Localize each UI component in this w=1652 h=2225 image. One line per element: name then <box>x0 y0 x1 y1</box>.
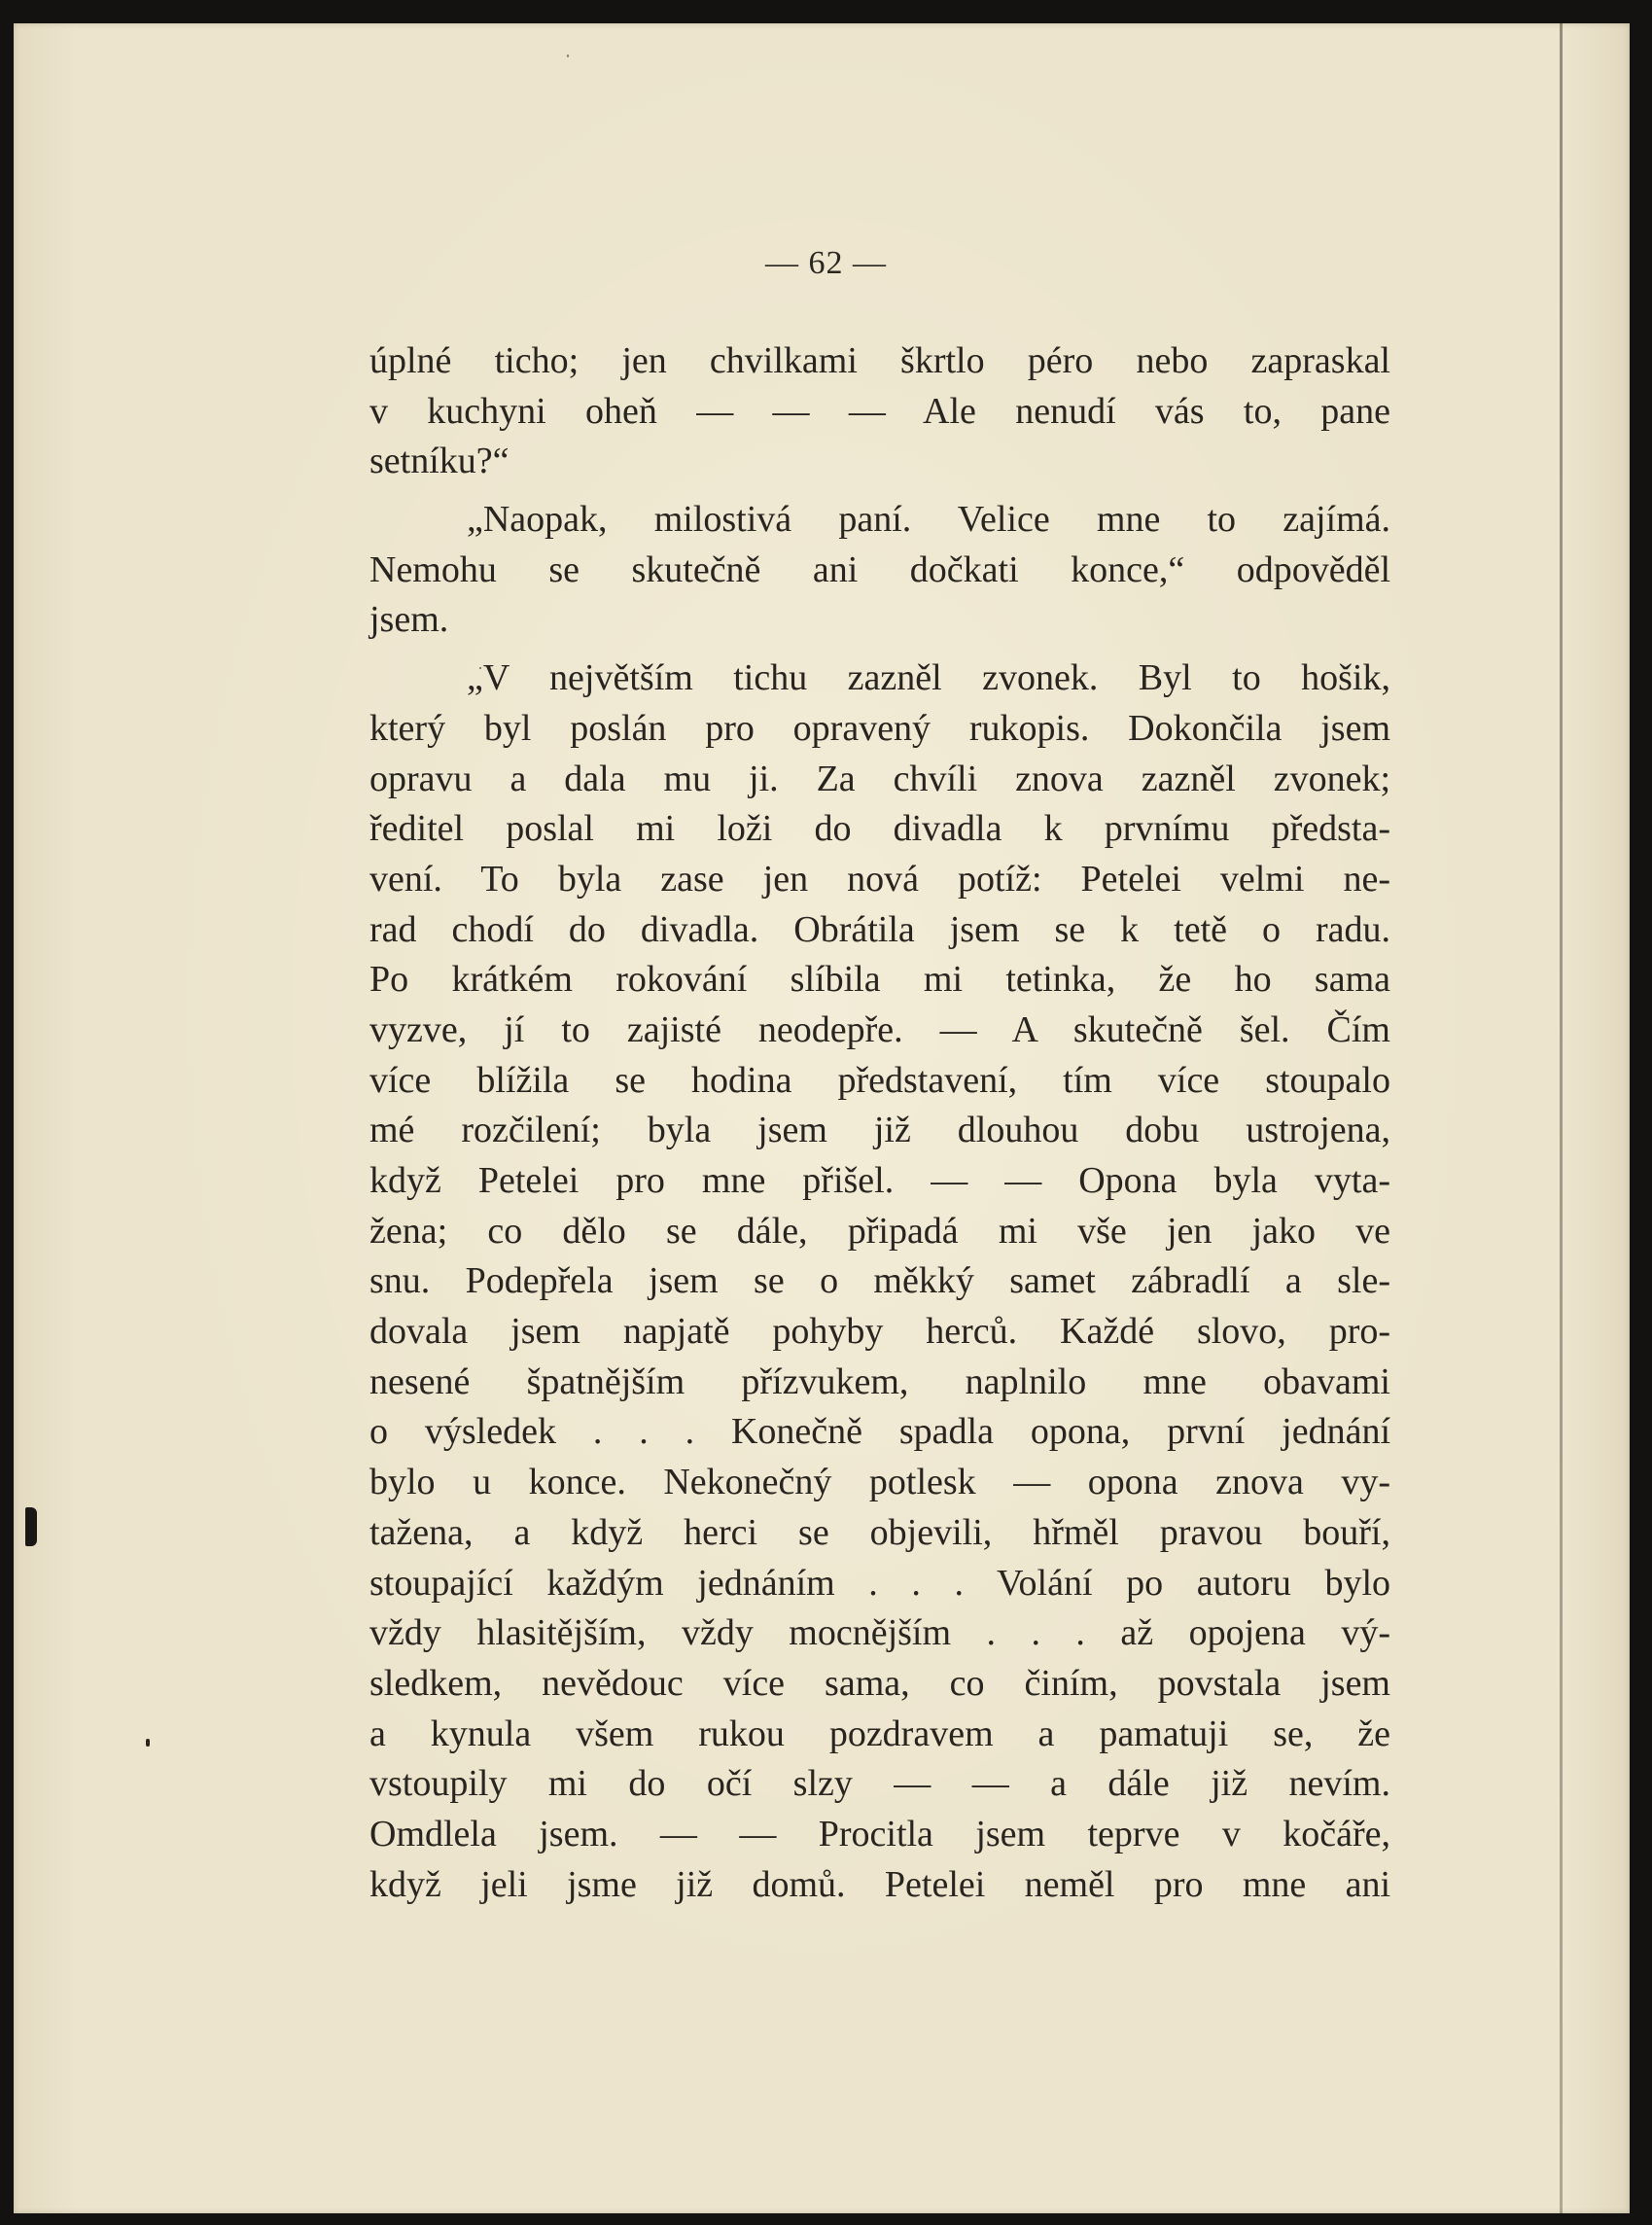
text-line: „Naopak, milostivá paní. Velice mne to zajímá. <box>467 499 1390 541</box>
text-line: rad chodí do divadla. Obrátila jsem se k tetě o radu. <box>369 908 1390 950</box>
text-line: vyzve, jí to zajisté neodepře. — A skutečně šel. Čím <box>369 1008 1390 1050</box>
text-line: Po krátkém rokování slíbila mi tetinka, že ho sama <box>369 959 1390 1001</box>
text-line: žena; co dělo se dále, připadá mi vše jen jako ve <box>369 1210 1390 1252</box>
text-line: „V největším tichu zazněl zvonek. Byl to hošik, <box>467 657 1390 699</box>
text-line: tažena, a když herci se objevili, hřměl pravou bouří, <box>369 1511 1390 1553</box>
body-text <box>369 336 1390 1918</box>
scan-speck <box>146 1739 150 1747</box>
text-line: opravu a dala mu ji. Za chvíli znova zazněl zvonek; <box>369 758 1390 799</box>
text-line: vení. To byla zase jen nová potíž: Petelei velmi ne- <box>369 858 1390 900</box>
scan-speck <box>567 54 569 57</box>
text-line: Nemohu se skutečně ani dočkati konce,“ odpověděl <box>369 548 1390 590</box>
text-line: snu. Podepřela jsem se o měkký samet zábradlí a sle- <box>369 1260 1390 1302</box>
paragraph <box>369 653 1390 1910</box>
paragraph <box>369 495 1390 646</box>
text-line: vstoupily mi do očí slzy — — a dále již nevím. <box>369 1763 1390 1805</box>
text-line: v kuchyni oheň — — — Ale nenudí vás to, pane <box>369 390 1390 432</box>
text-line: jsem. <box>369 599 449 641</box>
text-line: více blížila se hodina představení, tím více stoupalo <box>369 1059 1390 1101</box>
page-edge-shadow <box>1560 23 1563 2213</box>
text-line: mé rozčilení; byla jsem již dlouhou dobu ustrojena, <box>369 1110 1390 1151</box>
binding-mark <box>25 1507 37 1546</box>
text-line: stoupající každým jednáním . . . Volání po autoru bylo <box>369 1562 1390 1604</box>
text-line: bylo u konce. Nekonečný potlesk — opona znova vy- <box>369 1462 1390 1503</box>
paragraph <box>369 336 1390 487</box>
text-line: setníku?“ <box>369 441 510 482</box>
text-line: Omdlela jsem. — — Procitla jsem teprve v kočáře, <box>369 1813 1390 1854</box>
text-line: nesené špatnějším přízvukem, naplnilo mne obavami <box>369 1360 1390 1402</box>
page-number: — 62 — <box>765 245 887 281</box>
text-line: úplné ticho; jen chvilkami škrtlo péro nebo zapraskal <box>369 340 1390 381</box>
text-line: sledkem, nevědouc více sama, co činím, povstala jsem <box>369 1662 1390 1704</box>
text-line: když Petelei pro mne přišel. — — Opona byla vyta- <box>369 1160 1390 1201</box>
text-line: vždy hlasitějším, vždy mocnějším . . . až opojena vý- <box>369 1612 1390 1654</box>
text-line: o výsledek . . . Konečně spadla opona, první jednání <box>369 1411 1390 1453</box>
text-line: dovala jsem napjatě pohyby herců. Každé slovo, pro- <box>369 1311 1390 1353</box>
text-line: který byl poslán pro opravený rukopis. Dokončila jsem <box>369 707 1390 749</box>
text-line: a kynula všem rukou pozdravem a pamatuji se, že <box>369 1713 1390 1754</box>
text-line: když jeli jsme již domů. Petelei neměl pro mne ani <box>369 1863 1390 1905</box>
text-line: ředitel poslal mi loži do divadla k prvnímu předsta- <box>369 808 1390 850</box>
